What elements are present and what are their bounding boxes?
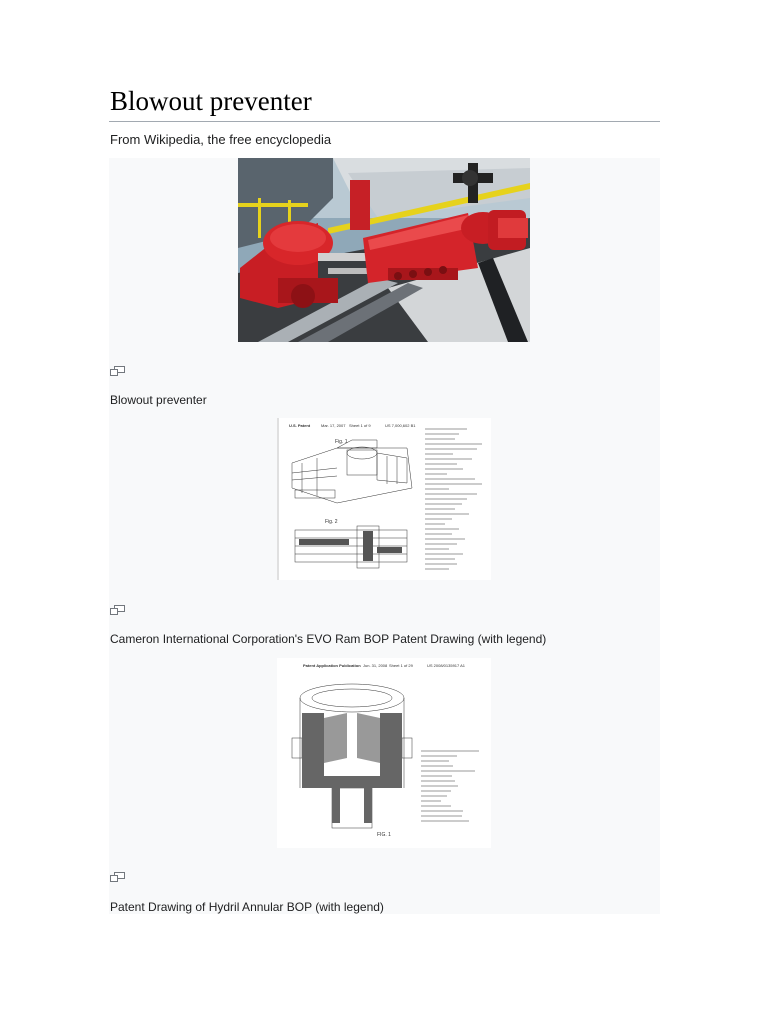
patent-header-sheet: Sheet 1 of 9 xyxy=(349,423,371,428)
patent-header-date: Jun. 31, 2008 xyxy=(363,663,388,668)
figure-label: Fig. 1 xyxy=(335,439,348,445)
patent-header-left: Patent Application Publication xyxy=(303,663,361,668)
enlarge-icon[interactable] xyxy=(110,602,125,612)
patent-header-sheet: Sheet 1 of 29 xyxy=(389,663,413,668)
gallery-caption: Blowout preventer xyxy=(110,393,207,407)
figure-label: Fig. 2 xyxy=(325,519,338,525)
gallery-image-bop-photo[interactable] xyxy=(238,158,530,342)
patent-header-left: U.S. Patent xyxy=(289,423,311,428)
page-title: Blowout preventer xyxy=(110,86,312,116)
enlarge-icon[interactable] xyxy=(110,869,125,879)
gallery-caption: Cameron International Corporation's EVO Ram BOP Patent Drawing (with legend) xyxy=(110,632,547,646)
enlarge-icon[interactable] xyxy=(110,363,125,373)
bop-vertical-pipe xyxy=(350,180,370,230)
site-tagline: From Wikipedia, the free encyclopedia xyxy=(110,132,332,147)
gallery-image-hydril-annular-patent[interactable] xyxy=(277,658,491,848)
patent-header-number: US 2008/0135917 A1 xyxy=(427,663,466,668)
gallery-caption: Patent Drawing of Hydril Annular BOP (with legend) xyxy=(110,900,384,914)
hydril-annular-patent-drawing xyxy=(277,658,491,848)
evo-ram-patent-drawing xyxy=(277,418,491,580)
title-divider xyxy=(109,121,660,122)
patent-header-date: Mar. 17, 2007 xyxy=(321,423,346,428)
patent-header-number: US 7,000,602 B1 xyxy=(385,423,416,428)
bop-photo xyxy=(238,158,530,342)
gallery-image-evo-ram-patent[interactable] xyxy=(277,418,491,580)
figure-label: FIG. 1 xyxy=(377,832,391,838)
